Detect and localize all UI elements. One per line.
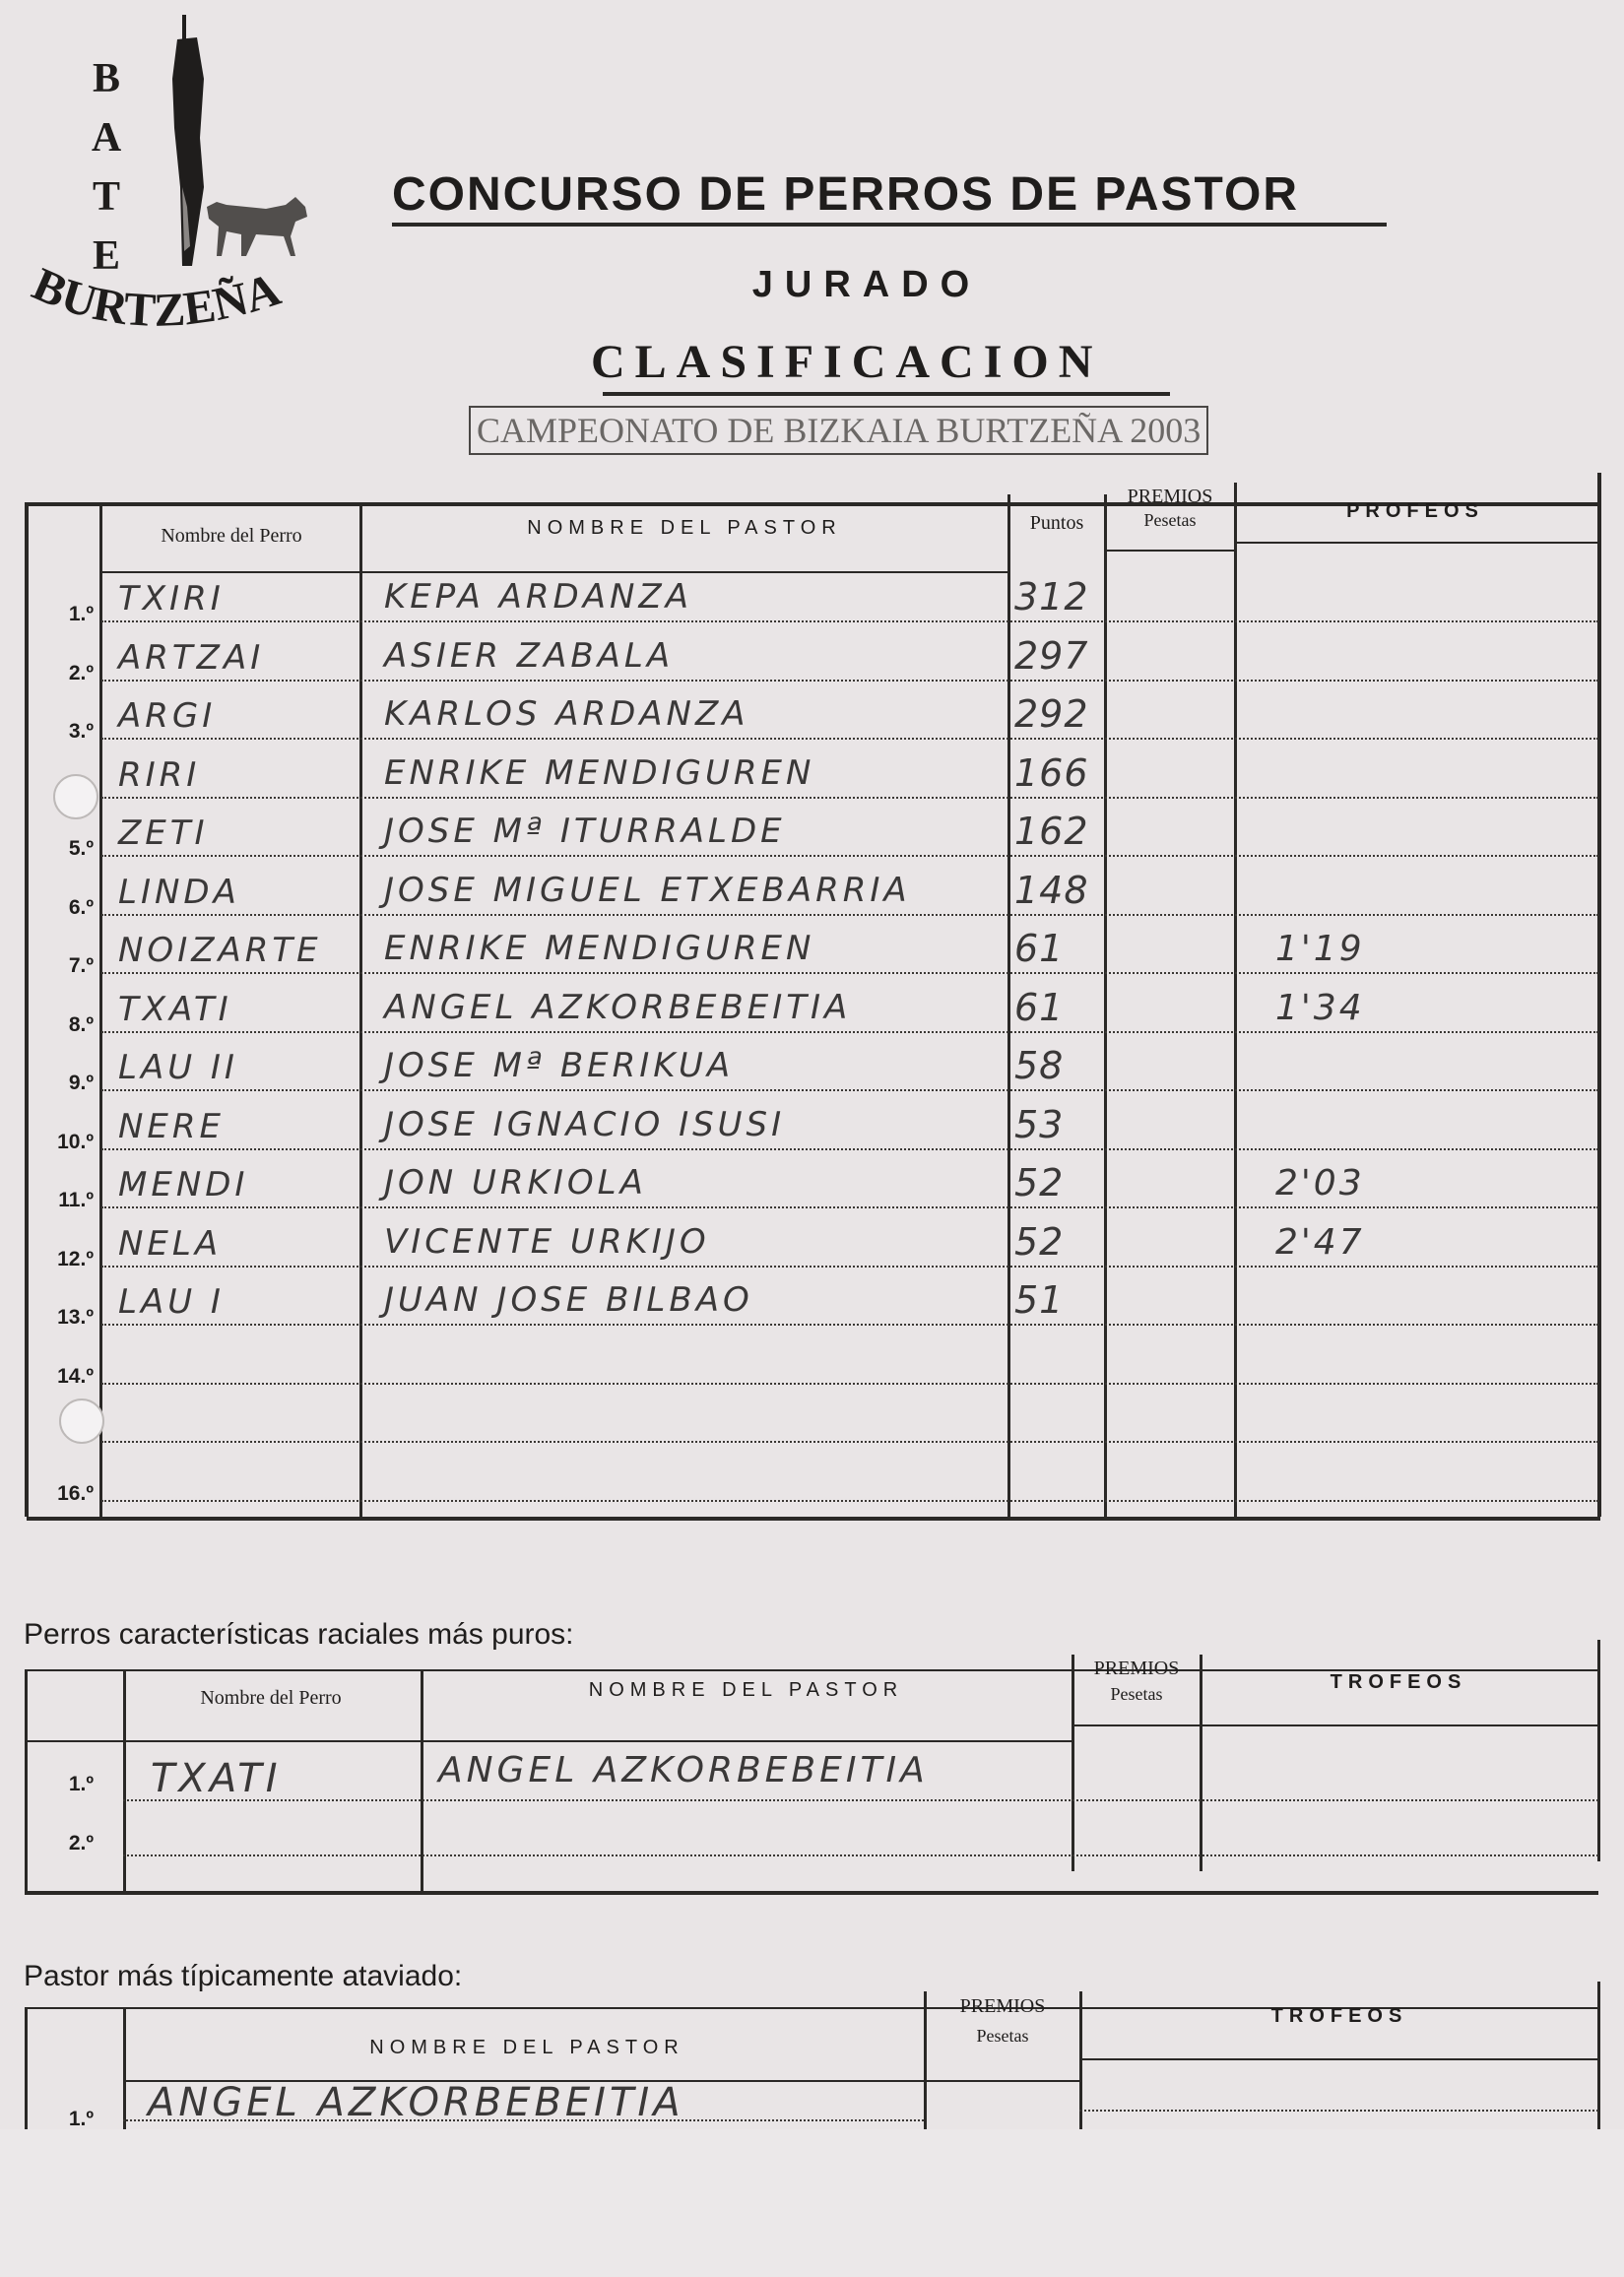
dog-name: NELA <box>118 1224 223 1264</box>
row-rule <box>101 738 1598 740</box>
rank-label: 3.º <box>68 720 94 743</box>
col-divider <box>123 2007 126 2129</box>
col-header-dog: Nombre del Perro <box>200 1687 342 1709</box>
col-header-prizes-line2: Pesetas <box>976 2026 1029 2046</box>
header-rule <box>924 2080 1079 2082</box>
rank-label: 1.º <box>68 2108 94 2129</box>
points-value: 61 <box>1014 986 1065 1029</box>
col-header-prizes-line1: PREMIOS <box>1093 1658 1180 1679</box>
col-header-dog: Nombre del Perro <box>161 525 302 547</box>
breed-shepherd-name: ANGEL AZKORBEBEITIA <box>438 1750 929 1790</box>
rank-label: 1.º <box>68 1773 94 1795</box>
points-value: 292 <box>1014 692 1089 736</box>
dog-name: TXATI <box>118 990 232 1029</box>
col-header-prizes-line2: Pesetas <box>1143 510 1197 530</box>
shepherd-name: JOSE MIGUEL ETXEBARRIA <box>384 871 911 910</box>
points-value: 148 <box>1014 869 1089 912</box>
attire-table <box>25 1982 1600 2129</box>
points-value: 61 <box>1014 927 1065 970</box>
table-bottom-border <box>27 1517 1600 1521</box>
col-divider <box>99 502 102 1517</box>
logo-arc-text <box>20 256 355 374</box>
attire-section-title: Pastor más típicamente ataviado: <box>24 1960 463 1992</box>
punch-hole <box>53 774 98 819</box>
col-header-trophies: TROFEOS <box>1270 2005 1408 2027</box>
col-header-shepherd: NOMBRE DEL PASTOR <box>527 517 842 539</box>
col-divider <box>1079 1991 1082 2129</box>
points-value: 297 <box>1014 634 1089 678</box>
col-header-prizes-line1: PREMIOS <box>1127 486 1213 507</box>
row-rule <box>101 797 1598 799</box>
dog-name: NOIZARTE <box>118 931 322 970</box>
shepherd-name: ASIER ZABALA <box>384 636 675 676</box>
shepherd-name: ANGEL AZKORBEBEITIA <box>384 988 852 1027</box>
col-header-shepherd: NOMBRE DEL PASTOR <box>588 1679 904 1701</box>
shepherd-name: VICENTE URKIJO <box>384 1222 710 1262</box>
col-divider <box>1234 483 1237 1517</box>
row-rule <box>101 1441 1598 1443</box>
table-right-border <box>1597 1982 1600 2129</box>
row-rule <box>101 855 1598 857</box>
dog-name: NERE <box>118 1107 226 1146</box>
dog-name: ZETI <box>118 813 209 853</box>
trophy-value: 2'03 <box>1275 1163 1365 1204</box>
shepherd-name: KARLOS ARDANZA <box>384 694 749 734</box>
shepherd-name: ENRIKE MENDIGUREN <box>384 929 815 968</box>
col-divider <box>1104 494 1107 1517</box>
rank-label: 12.º <box>57 1248 94 1270</box>
col-header-prizes-line2: Pesetas <box>1110 1684 1163 1704</box>
rank-label: 10.º <box>57 1131 94 1153</box>
attire-shepherd-name: ANGEL AZKORBEBEITIA <box>148 2080 684 2125</box>
row-rule <box>101 972 1598 974</box>
header-rule <box>101 571 1007 573</box>
heading: CLASIFICACION <box>591 336 1103 388</box>
points-value: 312 <box>1014 575 1089 618</box>
breed-section-title: Perros características raciales más puros: <box>24 1618 574 1651</box>
header-rule <box>1236 542 1598 544</box>
rank-label: 13.º <box>57 1306 94 1329</box>
rank-label: 11.º <box>58 1189 94 1211</box>
shepherd-name: JON URKIOLA <box>384 1163 647 1203</box>
dog-name: MENDI <box>118 1165 249 1204</box>
dog-name: ARTZAI <box>118 638 265 678</box>
rank-label: 6.º <box>68 896 94 919</box>
shepherd-name: JOSE Mª BERIKUA <box>384 1046 735 1085</box>
trophy-value: 1'19 <box>1275 929 1365 969</box>
trophy-value: 2'47 <box>1275 1222 1365 1263</box>
row-rule <box>101 620 1598 622</box>
row-rule <box>123 1854 1598 1856</box>
points-value: 51 <box>1014 1278 1065 1322</box>
row-rule <box>101 1089 1598 1091</box>
row-rule <box>101 1148 1598 1150</box>
rank-label: 2.º <box>68 1832 94 1854</box>
header-rule <box>1106 550 1234 552</box>
row-rule <box>101 1031 1598 1033</box>
dog-name: LAU II <box>118 1048 238 1087</box>
rank-label: 8.º <box>68 1013 94 1036</box>
heading-underline <box>603 392 1170 396</box>
classification-table <box>25 473 1600 1517</box>
trophy-value: 1'34 <box>1275 988 1365 1028</box>
rank-label: 2.º <box>68 662 94 684</box>
points-value: 52 <box>1014 1161 1065 1204</box>
points-value: 166 <box>1014 751 1089 795</box>
col-header-prizes <box>927 1991 1078 2050</box>
logo <box>20 10 355 364</box>
table-right-border <box>1597 1640 1600 1861</box>
rank-label: 5.º <box>68 837 94 860</box>
col-divider <box>1007 494 1010 1517</box>
rank-label: 16.º <box>57 1482 94 1505</box>
shepherd-name: JUAN JOSE BILBAO <box>384 1280 753 1320</box>
title-underline <box>392 223 1387 227</box>
row-rule <box>101 1206 1598 1208</box>
table-bottom-border <box>25 1891 1598 1895</box>
col-header-trophies: TROFEOS <box>1330 1671 1467 1693</box>
dog-name: LAU I <box>118 1282 225 1322</box>
col-header-shepherd: NOMBRE DEL PASTOR <box>369 2037 684 2058</box>
row-rule <box>101 680 1598 682</box>
rank-label: 7.º <box>68 954 94 977</box>
row-rule <box>101 914 1598 916</box>
points-value: 52 <box>1014 1220 1065 1264</box>
dog-name: TXIRI <box>118 579 225 618</box>
col-header-points: Puntos <box>1029 512 1084 534</box>
dog-name: LINDA <box>118 873 240 912</box>
svg-text:BURTZEÑA: BURTZEÑA <box>25 257 287 338</box>
championship-stamp: CAMPEONATO DE BIZKAIA BURTZEÑA 2003 <box>469 406 1208 455</box>
breed-table <box>25 1640 1600 1896</box>
col-header-prizes <box>1106 485 1234 532</box>
logo-vertical-text: BATE <box>91 56 122 279</box>
points-value: 162 <box>1014 810 1089 853</box>
row-rule <box>101 1500 1598 1502</box>
subtitle: JURADO <box>751 264 982 305</box>
header-rule <box>25 1740 1072 1742</box>
row-rule <box>123 2119 924 2121</box>
dog-name: ARGI <box>118 696 217 736</box>
shepherd-name: JOSE Mª ITURRALDE <box>384 812 786 851</box>
rank-label: 9.º <box>68 1072 94 1094</box>
page-title: CONCURSO DE PERROS DE PASTOR <box>392 168 1300 221</box>
col-header-prizes <box>1074 1656 1199 1707</box>
row-rule <box>123 1799 1598 1801</box>
col-divider <box>123 1669 126 1891</box>
dog-icon <box>197 177 315 266</box>
shepherd-name: KEPA ARDANZA <box>384 577 692 617</box>
points-value: 58 <box>1014 1044 1065 1087</box>
col-divider <box>359 502 362 1517</box>
shepherd-name: JOSE IGNACIO ISUSI <box>384 1105 786 1144</box>
table-right-border <box>1597 473 1601 1517</box>
col-divider <box>1200 1655 1202 1871</box>
header-rule <box>1079 2058 1598 2060</box>
punch-hole <box>59 1399 104 1444</box>
col-header-prizes-line1: PREMIOS <box>959 1995 1046 2017</box>
shepherd-name: ENRIKE MENDIGUREN <box>384 753 815 793</box>
row-rule <box>101 1266 1598 1268</box>
col-header-trophies: PROFEOS <box>1346 500 1484 522</box>
rank-label: 14.º <box>57 1365 94 1388</box>
row-rule <box>101 1383 1598 1385</box>
rank-label: 1.º <box>68 603 94 625</box>
header-rule <box>1072 1724 1598 1726</box>
dog-name: RIRI <box>118 755 201 795</box>
points-value: 53 <box>1014 1103 1065 1146</box>
paper-fold-area <box>0 2129 1624 2277</box>
col-divider <box>421 1669 423 1891</box>
breed-dog-name: TXATI <box>151 1756 282 1801</box>
row-rule <box>1079 2110 1598 2112</box>
row-rule <box>101 1324 1598 1326</box>
